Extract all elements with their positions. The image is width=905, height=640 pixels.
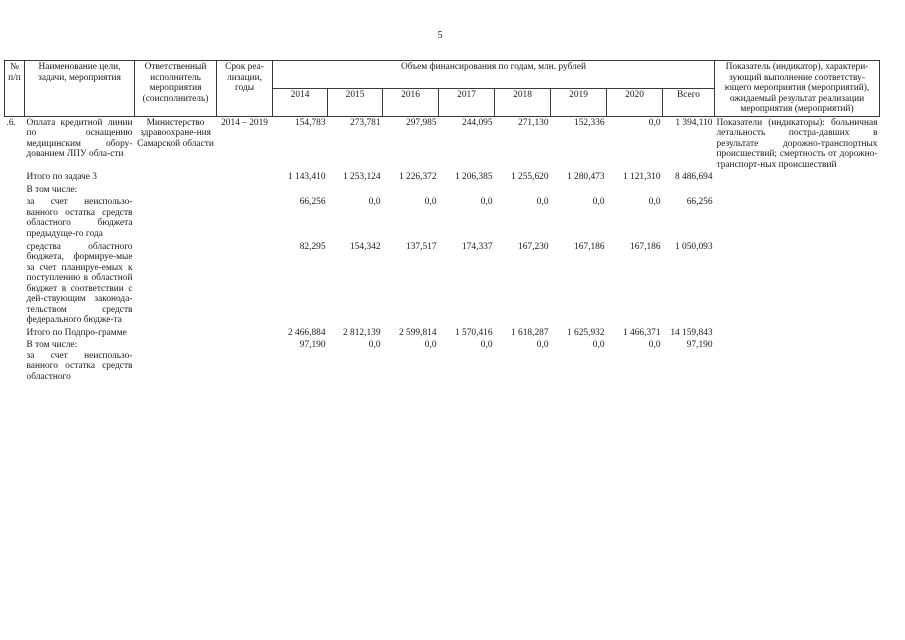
row-total-value: 1 394,110 <box>675 117 713 128</box>
header-term: Срок реа-лизации, годы <box>217 61 273 117</box>
row-executor <box>135 184 217 197</box>
row-name: В том числе: за счет неиспользо-ванного остатка средств областного <box>26 340 133 382</box>
row-term <box>217 184 273 197</box>
table-row <box>5 171 880 184</box>
header-year: 2014 <box>273 88 328 116</box>
table-row <box>5 184 880 197</box>
row-year-value <box>328 184 383 197</box>
row-year-value: 1 618,287 <box>511 327 549 338</box>
table-row <box>5 116 880 171</box>
page-number: 5 <box>437 30 443 41</box>
header-indicator: Показатель (индикатор), характери-зующий выполнение соответству-ющего мероприятия (мероприятий), ожидаемый результат реализации мероприятия (мероприятий) <box>715 61 880 117</box>
row-name: за счет неиспользо-ванного остатка средств областного бюджета предыдуще-го года <box>26 197 133 239</box>
header-total: Всего <box>663 88 715 116</box>
row-year-value: 273,781 <box>350 117 381 128</box>
row-total-value: 66,256 <box>686 197 713 208</box>
row-number <box>5 241 25 327</box>
row-name: В том числе: <box>26 184 78 195</box>
table-row <box>5 196 880 240</box>
row-year-value: 297,985 <box>406 117 437 128</box>
header-year: 2015 <box>328 88 383 116</box>
row-year-value: 1 255,620 <box>511 172 549 183</box>
header-year: 2020 <box>607 88 663 116</box>
row-total-value <box>663 184 715 197</box>
row-indicator <box>715 241 880 327</box>
row-term <box>217 171 273 184</box>
row-indicator <box>715 327 880 340</box>
row-year-value: 2 466,884 <box>288 327 326 338</box>
row-number <box>5 327 25 340</box>
row-year-value: 0,0 <box>424 340 437 351</box>
row-total-value: 1 050,093 <box>675 241 713 252</box>
row-year-value: 0,0 <box>592 340 605 351</box>
row-name: средства областного бюджета, формируе-мые за счет планируе-емых к поступлению в областной бюджет в соответствии с дей-ствующим законода-тельством средств федерального бюдже-та <box>26 241 133 326</box>
row-term <box>217 196 273 240</box>
row-year-value: 82,295 <box>299 241 326 252</box>
row-year-value: 154,783 <box>295 117 326 128</box>
row-year-value: 1 206,385 <box>455 172 493 183</box>
row-year-value: 66,256 <box>299 197 326 208</box>
row-term <box>217 339 273 383</box>
row-year-value: 244,095 <box>462 117 493 128</box>
row-total-value: 8 486,694 <box>675 172 713 183</box>
row-indicator <box>715 196 880 240</box>
table-row <box>5 327 880 340</box>
row-year-value: 2 812,139 <box>343 327 381 338</box>
row-name: Оплата кредитной линии по оснащению медицинским обору-дованием ЛПУ обла-сти <box>26 117 133 160</box>
header-executor: Ответственный исполнитель мероприятия (соисполнитель) <box>135 61 217 117</box>
row-year-value: 1 143,410 <box>288 172 326 183</box>
table-body <box>5 116 880 383</box>
row-year-value: 137,517 <box>406 241 437 252</box>
row-executor <box>135 196 217 240</box>
row-year-value: 1 280,473 <box>567 172 605 183</box>
row-year-value <box>439 184 495 197</box>
row-year-value: 1 625,932 <box>567 327 605 338</box>
row-term: 2014 – 2019 <box>221 117 268 128</box>
row-total-value: 97,190 <box>686 340 713 351</box>
row-total-value: 14 159,843 <box>670 327 713 338</box>
row-indicator <box>715 171 880 184</box>
row-year-value: 0,0 <box>480 340 493 351</box>
row-number <box>5 196 25 240</box>
row-executor <box>135 171 217 184</box>
table-row <box>5 339 880 383</box>
row-year-value: 174,337 <box>462 241 493 252</box>
row-year-value: 97,190 <box>299 340 326 351</box>
row-number <box>5 184 25 197</box>
row-year-value: 0,0 <box>480 197 493 208</box>
row-year-value: 1 570,416 <box>455 327 493 338</box>
row-year-value: 1 253,124 <box>343 172 381 183</box>
row-indicator <box>715 184 880 197</box>
row-year-value <box>551 184 607 197</box>
row-year-value <box>607 184 663 197</box>
row-indicator: Показатели (индикаторы): больничная летальность постра-давших в результате дорожно-транспортных происшествий; смертность от дорожно-транспорт-ных происшествий <box>716 117 878 170</box>
header-name: Наименование цели, задачи, мероприятия <box>25 61 135 117</box>
row-year-value: 2 599,814 <box>399 327 437 338</box>
table-header <box>5 61 880 117</box>
row-year-value: 152,336 <box>574 117 605 128</box>
row-executor: Министерство здравоохране-ния Самарской области <box>137 117 214 149</box>
header-year: 2018 <box>495 88 551 116</box>
row-year-value: 1 226,372 <box>399 172 437 183</box>
row-year-value: 167,230 <box>518 241 549 252</box>
row-term <box>217 241 273 327</box>
header-number: № п/п <box>5 61 25 117</box>
header-year: 2019 <box>551 88 607 116</box>
row-number <box>5 171 25 184</box>
row-year-value: 0,0 <box>536 197 549 208</box>
row-year-value: 0,0 <box>648 197 661 208</box>
row-year-value: 154,342 <box>350 241 381 252</box>
row-year-value: 0,0 <box>536 340 549 351</box>
row-number <box>5 339 25 383</box>
row-year-value <box>273 184 328 197</box>
row-year-value <box>383 184 439 197</box>
row-executor <box>135 241 217 327</box>
row-name: Итого по Подпро-грамме <box>26 327 127 338</box>
row-number: .6. <box>6 117 16 128</box>
header-year: 2017 <box>439 88 495 116</box>
row-year-value: 271,130 <box>518 117 549 128</box>
funding-table <box>4 60 880 383</box>
row-executor <box>135 339 217 383</box>
header-year: 2016 <box>383 88 439 116</box>
row-year-value: 0,0 <box>592 197 605 208</box>
row-year-value: 167,186 <box>574 241 605 252</box>
row-year-value <box>495 184 551 197</box>
row-year-value: 0,0 <box>368 197 381 208</box>
header-funding: Объем финансирования по годам, млн. рублей <box>273 61 715 89</box>
row-year-value: 1 121,310 <box>623 172 661 183</box>
row-indicator <box>715 339 880 383</box>
row-year-value: 0,0 <box>648 117 661 128</box>
row-year-value: 0,0 <box>648 340 661 351</box>
row-year-value: 1 466,371 <box>623 327 661 338</box>
row-executor <box>135 327 217 340</box>
table-row <box>5 241 880 327</box>
row-term <box>217 327 273 340</box>
row-year-value: 0,0 <box>368 340 381 351</box>
row-name: Итого по задаче 3 <box>26 172 97 183</box>
row-year-value: 167,186 <box>630 241 661 252</box>
row-year-value: 0,0 <box>424 197 437 208</box>
